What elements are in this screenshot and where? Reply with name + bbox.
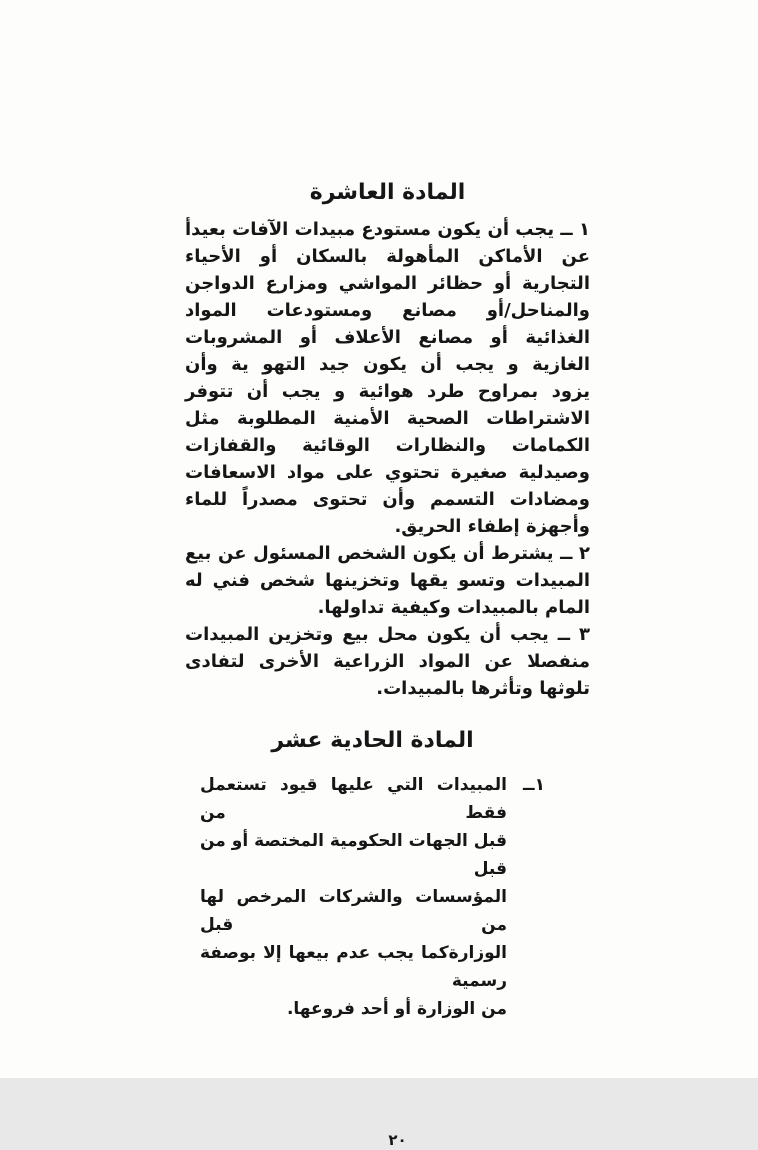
text-line: الكمامات والنظارات الوقائية والقفازات xyxy=(185,435,590,456)
item-number: ١ ــ xyxy=(560,219,590,240)
text-line: تلوثها وتأثرها بالمبيدات. xyxy=(376,678,590,699)
text-line: المبيدات وتسو يقها وتخزينها شخص فني له xyxy=(185,570,590,591)
text-line: يزود بمراوح طرد هوائية و يجب أن تتوفر xyxy=(185,381,590,402)
text-line: الاشتراطات الصحية الأمنية المطلوبة مثل xyxy=(185,408,590,429)
text-line xyxy=(185,621,590,648)
text-line: الغذائية أو مصانع الأعلاف أو المشروبات xyxy=(185,327,590,348)
article-10-heading: المادة العاشرة xyxy=(309,180,466,205)
page-number: ٢٠ xyxy=(388,1131,407,1149)
text-line: قبل الجهات الحكومية المختصة أو من قبل xyxy=(200,831,507,879)
text-line xyxy=(200,771,545,827)
line-text: يجب أن يكون محل بيع وتخزين المبيدات xyxy=(185,624,549,645)
item-number: ٣ ــ xyxy=(557,624,590,645)
text-line: الوزارةكما يجب عدم بيعها إلا بوصفة رسمية xyxy=(200,943,507,991)
text-line: وأجهزة إطفاء الحريق. xyxy=(394,516,590,537)
text-line: الغازية و يجب أن يكون جيد التهو ية وأن xyxy=(185,354,590,375)
text-line: عن الأماكن المأهولة بالسكان أو الأحياء xyxy=(185,246,590,267)
item-number: ١ــ xyxy=(522,775,545,795)
text-line: من الوزارة أو أحد فروعها. xyxy=(286,999,507,1019)
text-line: المام بالمبيدات وكيفية تداولها. xyxy=(317,597,590,618)
line-text: يشترط أن يكون الشخص المسئول عن بيع xyxy=(185,543,554,564)
text-line: المؤسسات والشركات المرخص لها من قبل xyxy=(200,887,507,935)
item-number: ٢ ــ xyxy=(560,543,590,564)
text-line: منفصلا عن المواد الزراعية الأخرى لتفادى xyxy=(185,651,590,672)
text-line xyxy=(185,540,590,567)
article-11-heading: المادة الحادية عشر xyxy=(271,728,474,753)
text-line: التجارية أو حظائر المواشي ومزارع الدواجن xyxy=(185,273,590,294)
text-line xyxy=(185,216,590,243)
text-line: وصيدلية صغيرة تحتوي على مواد الاسعافات xyxy=(185,462,590,483)
article-10-body xyxy=(185,216,590,702)
text-line: ومضادات التسمم وأن تحتوى مصدراً للماء xyxy=(185,489,590,510)
article-11-body xyxy=(200,771,545,1023)
line-text: المبيدات التي عليها قيود تستعمل فقط من xyxy=(200,775,507,823)
line-text: يجب أن يكون مستودع مبيدات الآفات بعيدأ xyxy=(185,219,555,240)
text-line: والمناحل/أو مصانع ومستودعات المواد xyxy=(185,300,590,321)
